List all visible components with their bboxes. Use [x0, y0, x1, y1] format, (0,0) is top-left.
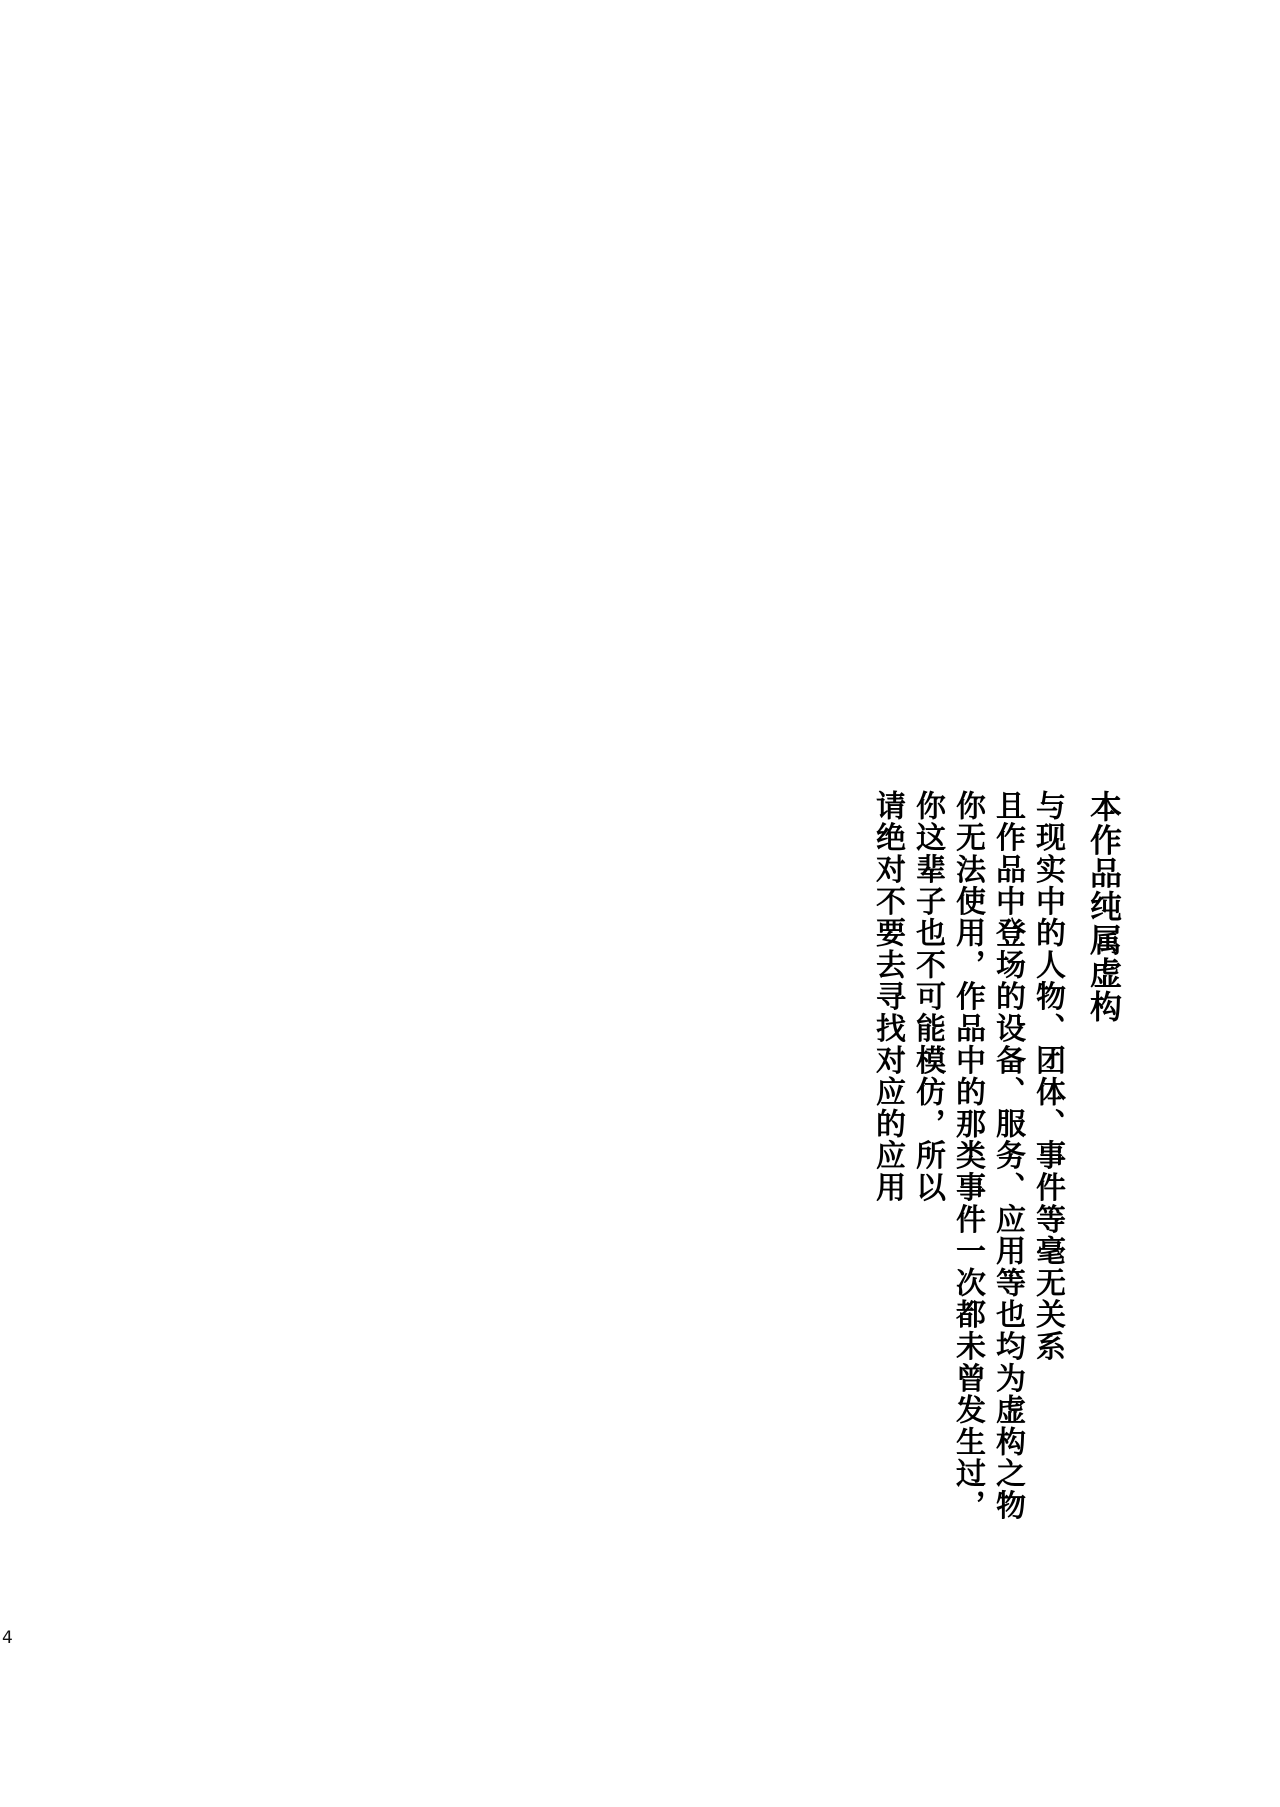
disclaimer-line-3: 你无法使用，作品中的那类事件一次都未曾发生过，	[950, 790, 985, 1522]
disclaimer-line-1: 与现实中的人物、团体、事件等毫无关系	[1030, 790, 1065, 1363]
disclaimer-block	[850, 790, 1123, 1710]
disclaimer-line-5: 请绝对不要去寻找对应的应用	[870, 790, 905, 1204]
disclaimer-title: 本作品纯属虚构	[1085, 790, 1123, 1023]
page-number: 4	[2, 1628, 13, 1648]
disclaimer-line-2: 且作品中登场的设备、服务、应用等也均为虚构之物	[990, 790, 1025, 1522]
disclaimer-line-4: 你这辈子也不可能模仿，所以	[910, 790, 945, 1204]
